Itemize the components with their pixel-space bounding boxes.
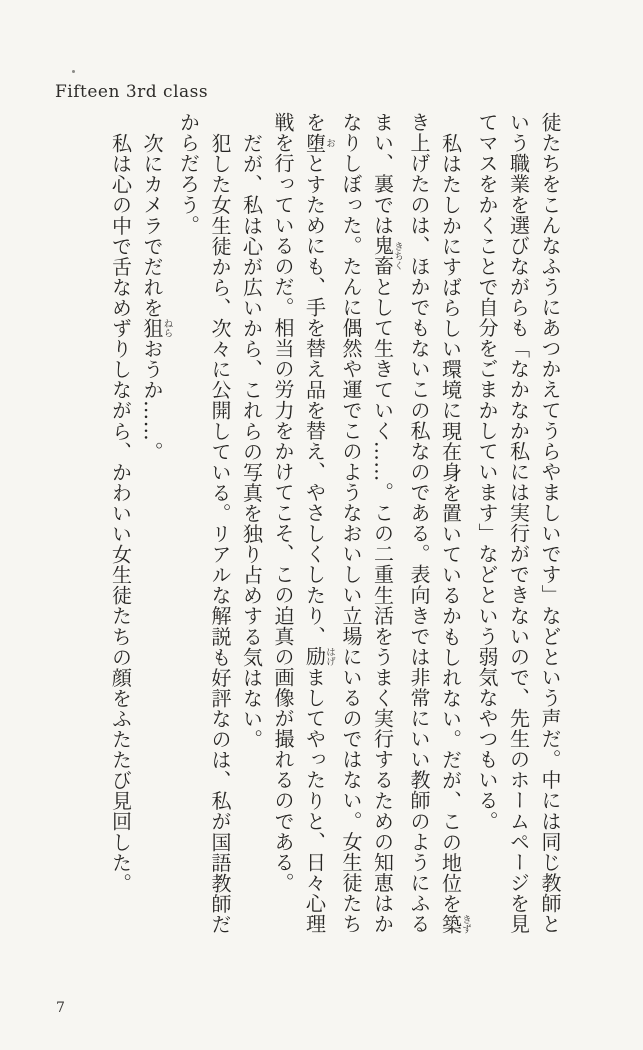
text-column: を堕おとすためにも、手を替え品を替え、やさしくしたり、励はげましてやったりと、日々心理 [302, 112, 335, 935]
text-column: き上げたのは、ほかでもないこの私なのである。表向きでは非常にいい教師のようにふる [407, 112, 431, 934]
text-column: だが、私は心が広いから、これらの写真を独り占めする気はない。 [239, 133, 264, 750]
text-column: 次にカメラでだれを狙ねらおうか……。 [140, 133, 173, 462]
text-column: なりしぼった。たんに偶然や運でこのようなおいしい立場にいるのではない。女生徒たち [339, 112, 363, 934]
furigana-ruby: 励はげ [302, 646, 335, 667]
furigana-ruby: 鬼畜きちく [370, 235, 403, 277]
text-column: まい、裏では鬼畜きちくとして生きていく……。この二重生活をうまく実行するための知恵はか [370, 112, 403, 935]
text-column: 私はたしかにすばらしい環境に現在身を置いているかもしれない。だが、この地位を築きず [438, 133, 471, 935]
page-number: 7 [56, 1000, 65, 1016]
scan-speck [72, 70, 75, 73]
text-column: 戦を行っているのだ。相当の労力をかけてこそ、この迫真の画像が撮れるのである。 [271, 112, 295, 893]
text-column: 私は心の中で舌なめずりしながら、かわいい女生徒たちの顔をふたたび見回した。 [108, 133, 133, 894]
text-column: いう職業を選びながらも「なかなか私には実行ができないので、先生のホームページを見 [506, 112, 531, 934]
text-column: からだろう。 [176, 112, 201, 236]
text-column: 犯した女生徒から、次々に公開している。リアルな解説も好評なのは、私が国語教師だ [208, 133, 232, 935]
text-column: 徒たちをこんなふうにあつかえてうらやましいです」などという声だ。中には同じ教師と [538, 112, 562, 934]
vertical-text-block [104, 112, 565, 940]
furigana-ruby: 堕お [302, 132, 335, 154]
furigana-ruby: 築きず [438, 913, 471, 935]
furigana-ruby: 狙ねら [140, 317, 173, 339]
text-column: てマスをかくことで自分をごまかしています」などという弱気なやつもいる。 [475, 112, 499, 832]
running-header: Fifteen 3rd class [55, 82, 209, 102]
